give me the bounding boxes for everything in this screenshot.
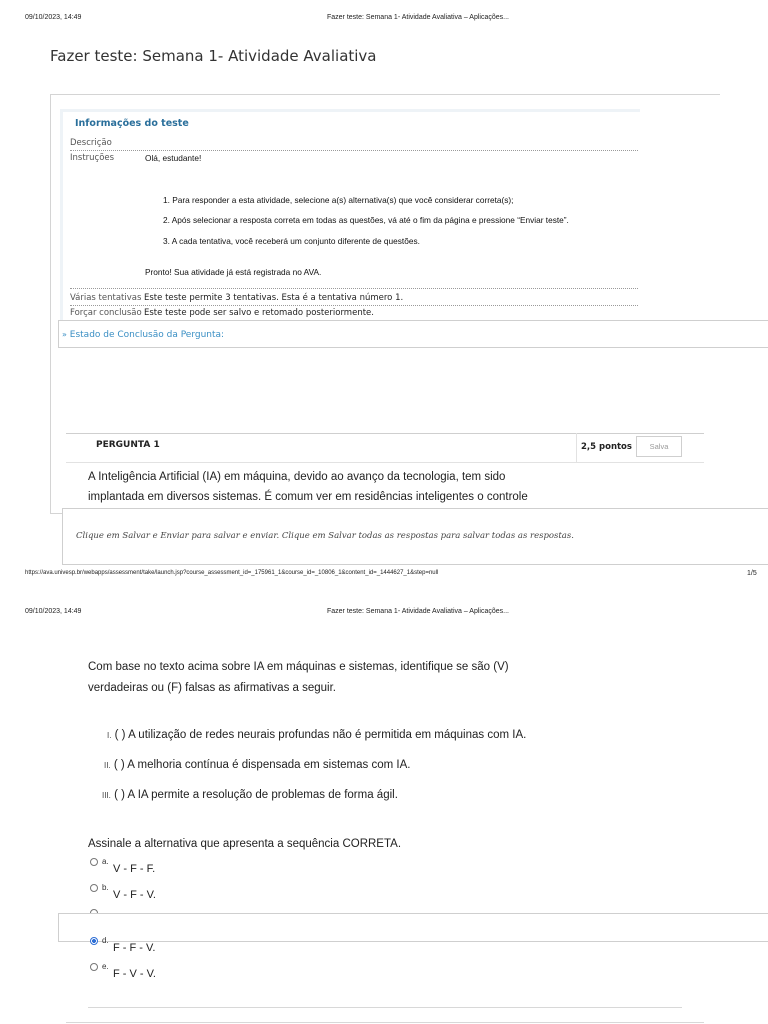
option-text: V - F - F. xyxy=(113,863,156,875)
option-letter: e. xyxy=(102,962,109,971)
question-prompt-line: verdadeiras ou (F) falsas as afirmativas a seguir. xyxy=(88,682,336,694)
radio-button[interactable] xyxy=(90,963,98,971)
question-prompt-line: Com base no texto acima sobre IA em máquinas e sistemas, identifique se são (V) xyxy=(88,661,509,673)
submit-instructions: Clique em Salvar e Enviar para salvar e enviar. Clique em Salvar todas as respostas para salvar todas as respostas. xyxy=(76,531,574,541)
overlay-bar xyxy=(58,913,768,942)
divider xyxy=(70,305,638,306)
question-status-toggle[interactable] xyxy=(62,330,224,340)
print-doc-title: Fazer teste: Semana 1- Atividade Avaliativa – Aplicações... xyxy=(327,608,509,615)
divider xyxy=(70,288,638,289)
question-points: 2,5 pontos xyxy=(581,442,632,452)
statement-item xyxy=(102,789,398,801)
statement-number: I. xyxy=(107,731,112,740)
print-date-top: 09/10/2023, 14:49 xyxy=(25,14,82,21)
description-label: Descrição xyxy=(70,138,112,148)
instructions-greeting: Olá, estudante! xyxy=(145,153,202,163)
statement-item xyxy=(104,759,410,771)
divider xyxy=(66,462,576,463)
radio-button[interactable] xyxy=(90,858,98,866)
print-page-number: 1/5 xyxy=(747,570,757,577)
print-doc-title: Fazer teste: Semana 1- Atividade Avaliativa – Aplicações... xyxy=(327,14,509,21)
option-letter: d. xyxy=(102,936,109,945)
radio-button-selected[interactable] xyxy=(90,937,98,945)
registered-note: Pronto! Sua atividade já está registrada no AVA. xyxy=(145,267,322,277)
instructions-label: Instruções xyxy=(70,153,115,163)
question-intro-line: A Inteligência Artificial (IA) em máquina, devido ao avanço da tecnologia, tem sido xyxy=(88,471,506,483)
divider xyxy=(70,150,638,151)
radio-button[interactable] xyxy=(90,884,98,892)
divider xyxy=(66,1022,704,1023)
option-text: F - F - V. xyxy=(113,942,156,954)
statement-text: ( ) A utilização de redes neurais profundas não é permitida em máquinas com IA. xyxy=(114,729,527,741)
instruction-step: 1. Para responder a esta atividade, selecione a(s) alternativa(s) que você considerar correta(s); xyxy=(163,195,514,205)
statement-text: ( ) A IA permite a resolução de problemas de forma ágil. xyxy=(114,789,398,801)
statement-number: III. xyxy=(102,791,111,800)
print-date-top: 09/10/2023, 14:49 xyxy=(25,608,82,615)
question-status-label: Estado de Conclusão da Pergunta: xyxy=(69,330,225,340)
option-letter: a. xyxy=(102,857,109,866)
question-instruction: Assinale a alternativa que apresenta a sequência CORRETA. xyxy=(88,838,402,850)
option-text: F - V - V. xyxy=(113,968,156,980)
test-info-heading: Informações do teste xyxy=(75,118,189,129)
instruction-step: 2. Após selecionar a resposta correta em todas as questões, vá até o fim da página e pressione “Enviar teste”. xyxy=(163,215,569,225)
attempts-value: Este teste permite 3 tentativas. Esta é a tentativa número 1. xyxy=(144,293,404,303)
attempts-label: Várias tentativas xyxy=(70,293,142,303)
force-completion-value: Este teste pode ser salvo e retomado posteriormente. xyxy=(144,308,374,318)
save-button[interactable]: Salva xyxy=(636,436,682,457)
option-text: V - F - V. xyxy=(113,889,156,901)
option-letter: b. xyxy=(102,883,109,892)
instruction-step: 3. A cada tentativa, você receberá um conjunto diferente de questões. xyxy=(163,236,420,246)
force-completion-label: Forçar conclusão xyxy=(70,308,142,318)
statement-text: ( ) A melhoria contínua é dispensada em sistemas com IA. xyxy=(113,759,411,771)
question-intro-line: implantada em diversos sistemas. É comum ver em residências inteligentes o controle xyxy=(88,491,528,503)
print-url: https://ava.univesp.br/webapps/assessment/take/launch.jsp?course_assessment_id=_175961_1&course_id=_10806_1&content_id=_1444627_1&step=null xyxy=(25,570,439,576)
statement-number: II. xyxy=(104,761,111,770)
chevron-double-down-icon: » xyxy=(62,330,67,339)
statement-item xyxy=(107,729,526,741)
question-title: PERGUNTA 1 xyxy=(96,440,160,450)
divider xyxy=(88,1007,682,1008)
page-title: Fazer teste: Semana 1- Atividade Avaliativa xyxy=(50,47,377,65)
